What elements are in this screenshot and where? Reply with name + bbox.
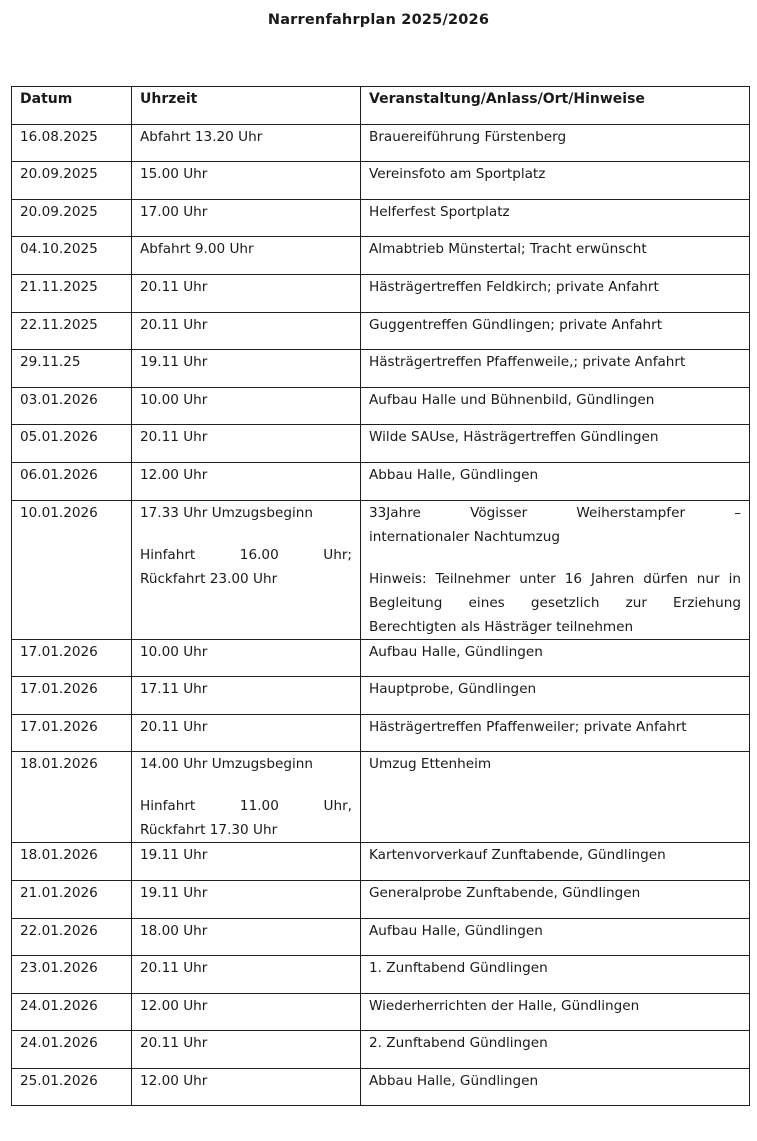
cell-uhrzeit: 17.00 Uhr bbox=[132, 199, 361, 237]
table-row bbox=[12, 312, 750, 350]
uhrzeit-detail-line: Hinfahrt 11.00 Uhr, bbox=[140, 798, 352, 815]
cell-datum: 21.01.2026 bbox=[12, 880, 132, 918]
cell-veranstaltung: Aufbau Halle und Bühnenbild, Gündlingen bbox=[361, 387, 750, 425]
cell-veranstaltung: Generalprobe Zunftabende, Gündlingen bbox=[361, 880, 750, 918]
table-row bbox=[12, 993, 750, 1031]
cell-datum: 20.09.2025 bbox=[12, 199, 132, 237]
uhrzeit-line: 17.33 Uhr Umzugsbeginn bbox=[140, 504, 313, 521]
table-row bbox=[12, 274, 750, 312]
cell-datum: 21.11.2025 bbox=[12, 274, 132, 312]
table-row bbox=[12, 462, 750, 500]
uhrzeit-line: 14.00 Uhr Umzugsbeginn bbox=[140, 756, 313, 773]
cell-datum: 25.01.2026 bbox=[12, 1068, 132, 1106]
table-row bbox=[12, 714, 750, 752]
cell-veranstaltung: Abbau Halle, Gündlingen bbox=[361, 1068, 750, 1106]
cell-uhrzeit bbox=[132, 752, 361, 843]
cell-uhrzeit: 20.11 Uhr bbox=[132, 425, 361, 463]
cell-veranstaltung: Aufbau Halle, Gündlingen bbox=[361, 639, 750, 677]
cell-datum: 05.01.2026 bbox=[12, 425, 132, 463]
cell-veranstaltung: Hauptprobe, Gündlingen bbox=[361, 677, 750, 715]
cell-uhrzeit: Abfahrt 9.00 Uhr bbox=[132, 237, 361, 275]
uhrzeit-detail-line: Hinfahrt 16.00 Uhr; bbox=[140, 546, 352, 563]
cell-veranstaltung: Hästrägertreffen Pfaffenweiler; private Anfahrt bbox=[361, 714, 750, 752]
cell-veranstaltung: Vereinsfoto am Sportplatz bbox=[361, 162, 750, 200]
veranstaltung-line: internationaler Nachtumzug bbox=[369, 528, 560, 545]
table-row bbox=[12, 1068, 750, 1106]
cell-uhrzeit: 12.00 Uhr bbox=[132, 462, 361, 500]
cell-uhrzeit: 15.00 Uhr bbox=[132, 162, 361, 200]
cell-uhrzeit: Abfahrt 13.20 Uhr bbox=[132, 124, 361, 162]
table-header-row bbox=[12, 87, 750, 125]
cell-uhrzeit: 12.00 Uhr bbox=[132, 993, 361, 1031]
cell-uhrzeit: 20.11 Uhr bbox=[132, 956, 361, 994]
table-row bbox=[12, 162, 750, 200]
column-header-veranstaltung: Veranstaltung/Anlass/Ort/Hinweise bbox=[361, 87, 750, 125]
table-row bbox=[12, 425, 750, 463]
cell-datum: 17.01.2026 bbox=[12, 714, 132, 752]
cell-veranstaltung: Guggentreffen Gündlingen; private Anfahrt bbox=[361, 312, 750, 350]
cell-uhrzeit bbox=[132, 500, 361, 639]
table-row bbox=[12, 199, 750, 237]
cell-datum: 24.01.2026 bbox=[12, 993, 132, 1031]
cell-uhrzeit: 18.00 Uhr bbox=[132, 918, 361, 956]
cell-veranstaltung: Brauereiführung Fürstenberg bbox=[361, 124, 750, 162]
cell-datum: 06.01.2026 bbox=[12, 462, 132, 500]
cell-veranstaltung bbox=[361, 500, 750, 639]
cell-datum: 03.01.2026 bbox=[12, 387, 132, 425]
cell-datum: 22.11.2025 bbox=[12, 312, 132, 350]
hinweis-text: Hinweis: Teilnehmer unter 16 Jahren dürfen nur in Begleitung eines gesetzlich zur Erziehung Berechtigten als Hästräger teilnehmen bbox=[369, 570, 741, 635]
table-row bbox=[12, 124, 750, 162]
table-row bbox=[12, 237, 750, 275]
cell-uhrzeit: 20.11 Uhr bbox=[132, 714, 361, 752]
cell-datum: 29.11.25 bbox=[12, 350, 132, 388]
cell-uhrzeit: 10.00 Uhr bbox=[132, 387, 361, 425]
table-row bbox=[12, 677, 750, 715]
cell-uhrzeit: 17.11 Uhr bbox=[132, 677, 361, 715]
cell-veranstaltung: Wiederherrichten der Halle, Gündlingen bbox=[361, 993, 750, 1031]
cell-datum: 18.01.2026 bbox=[12, 843, 132, 881]
uhrzeit-detail-line: Rückfahrt 23.00 Uhr bbox=[140, 570, 278, 587]
cell-uhrzeit: 20.11 Uhr bbox=[132, 1031, 361, 1069]
cell-uhrzeit: 20.11 Uhr bbox=[132, 274, 361, 312]
cell-veranstaltung: Umzug Ettenheim bbox=[361, 752, 750, 843]
cell-veranstaltung: 2. Zunftabend Gündlingen bbox=[361, 1031, 750, 1069]
table-row bbox=[12, 918, 750, 956]
cell-datum: 17.01.2026 bbox=[12, 677, 132, 715]
cell-datum: 18.01.2026 bbox=[12, 752, 132, 843]
column-header-uhrzeit: Uhrzeit bbox=[132, 87, 361, 125]
cell-uhrzeit: 12.00 Uhr bbox=[132, 1068, 361, 1106]
cell-datum: 16.08.2025 bbox=[12, 124, 132, 162]
cell-datum: 17.01.2026 bbox=[12, 639, 132, 677]
table-row bbox=[12, 956, 750, 994]
table-row bbox=[12, 387, 750, 425]
cell-uhrzeit: 19.11 Uhr bbox=[132, 880, 361, 918]
schedule-table bbox=[11, 86, 750, 1106]
cell-veranstaltung: Helferfest Sportplatz bbox=[361, 199, 750, 237]
column-header-datum: Datum bbox=[12, 87, 132, 125]
cell-veranstaltung: Almabtrieb Münstertal; Tracht erwünscht bbox=[361, 237, 750, 275]
cell-uhrzeit: 10.00 Uhr bbox=[132, 639, 361, 677]
table-row bbox=[12, 1031, 750, 1069]
page-title: Narrenfahrplan 2025/2026 bbox=[267, 12, 490, 28]
table-row bbox=[12, 843, 750, 881]
table-row bbox=[12, 880, 750, 918]
table-row bbox=[12, 639, 750, 677]
cell-veranstaltung: Aufbau Halle, Gündlingen bbox=[361, 918, 750, 956]
table-row bbox=[12, 752, 750, 843]
table-row bbox=[12, 500, 750, 639]
cell-veranstaltung: Hästrägertreffen Feldkirch; private Anfahrt bbox=[361, 274, 750, 312]
cell-datum: 24.01.2026 bbox=[12, 1031, 132, 1069]
cell-veranstaltung: Wilde SAUse, Hästrägertreffen Gündlingen bbox=[361, 425, 750, 463]
cell-datum: 10.01.2026 bbox=[12, 500, 132, 639]
cell-uhrzeit: 19.11 Uhr bbox=[132, 350, 361, 388]
cell-uhrzeit: 19.11 Uhr bbox=[132, 843, 361, 881]
cell-veranstaltung: Kartenvorverkauf Zunftabende, Gündlingen bbox=[361, 843, 750, 881]
cell-veranstaltung: Hästrägertreffen Pfaffenweile,; private Anfahrt bbox=[361, 350, 750, 388]
cell-uhrzeit: 20.11 Uhr bbox=[132, 312, 361, 350]
table-row bbox=[12, 350, 750, 388]
uhrzeit-detail-line: Rückfahrt 17.30 Uhr bbox=[140, 822, 278, 839]
cell-veranstaltung: 1. Zunftabend Gündlingen bbox=[361, 956, 750, 994]
cell-veranstaltung: Abbau Halle, Gündlingen bbox=[361, 462, 750, 500]
cell-datum: 20.09.2025 bbox=[12, 162, 132, 200]
cell-datum: 04.10.2025 bbox=[12, 237, 132, 275]
cell-datum: 23.01.2026 bbox=[12, 956, 132, 994]
cell-datum: 22.01.2026 bbox=[12, 918, 132, 956]
veranstaltung-line: 33Jahre Vögisser Weiherstampfer – bbox=[369, 504, 741, 521]
